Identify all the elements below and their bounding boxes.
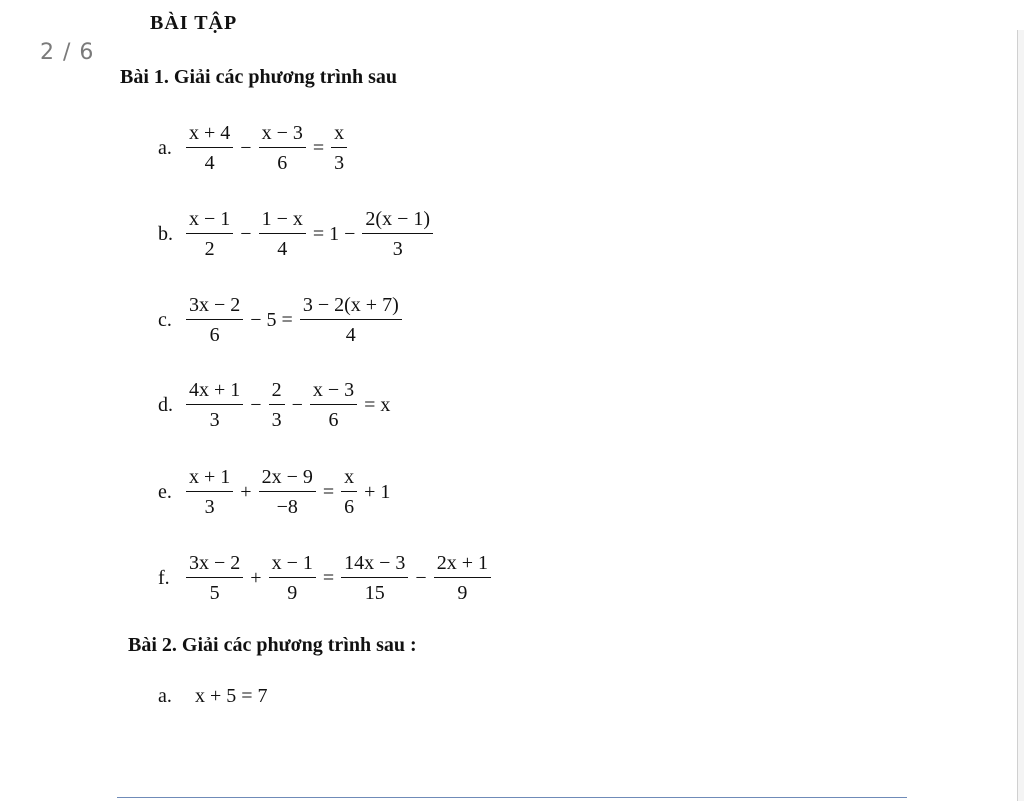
- exercise-label: a.: [158, 684, 172, 707]
- fraction: [259, 467, 316, 517]
- section-1-heading: Bài 1. Giải các phương trình sau: [120, 66, 398, 88]
- operator: −: [291, 393, 303, 416]
- denominator: 15: [341, 577, 408, 603]
- operator: + 1: [364, 480, 391, 503]
- page-counter: 2 / 6: [40, 40, 95, 65]
- exercise-label: c.: [158, 308, 172, 331]
- numerator: 2x + 1: [436, 552, 488, 574]
- denominator: 3: [331, 147, 347, 173]
- equation: [182, 209, 437, 259]
- exercise-1e: [158, 462, 393, 522]
- operator: = x: [364, 393, 391, 416]
- exercise-label: f.: [158, 566, 170, 589]
- denominator: 6: [310, 404, 357, 430]
- page-bottom-rule: [117, 797, 907, 798]
- fraction: [259, 209, 306, 259]
- numerator: x: [344, 466, 355, 488]
- exercise-label: a.: [158, 136, 172, 159]
- numerator: 3 − 2(x + 7): [302, 294, 399, 316]
- fraction: [331, 123, 347, 173]
- numerator: 14x − 3: [344, 552, 406, 574]
- operator: −: [250, 393, 262, 416]
- denominator: 6: [341, 491, 357, 517]
- fraction: [341, 553, 408, 603]
- numerator: x: [334, 122, 345, 144]
- operator: =: [322, 480, 335, 503]
- denominator: 6: [259, 147, 306, 173]
- fraction: [186, 467, 233, 517]
- denominator: 4: [186, 147, 233, 173]
- equation: [182, 123, 351, 173]
- denominator: 3: [186, 404, 243, 430]
- fraction: [259, 123, 306, 173]
- numerator: 2x − 9: [261, 466, 313, 488]
- fraction: [269, 380, 285, 430]
- operator: =: [322, 566, 335, 589]
- document-title: BÀI TẬP: [150, 12, 238, 34]
- exercise-label: d.: [158, 393, 173, 416]
- fraction: [434, 553, 491, 603]
- numerator: 3x − 2: [189, 294, 241, 316]
- section-2-heading: Bài 2. Giải các phương trình sau :: [128, 634, 417, 656]
- numerator: 3x − 2: [189, 552, 241, 574]
- scrollbar[interactable]: [1017, 30, 1024, 801]
- fraction: [186, 380, 243, 430]
- fraction: [186, 295, 243, 345]
- numerator: 2(x − 1): [365, 208, 431, 230]
- fraction: [269, 553, 316, 603]
- denominator: 9: [269, 577, 316, 603]
- exercise-label: e.: [158, 480, 172, 503]
- numerator: x − 3: [261, 122, 303, 144]
- exercise-1c: [158, 290, 406, 350]
- operator: − 5 =: [250, 308, 293, 331]
- denominator: 9: [434, 577, 491, 603]
- fraction: [300, 295, 402, 345]
- fraction: [186, 123, 233, 173]
- exercise-2a: [158, 666, 271, 726]
- exercise-1b: [158, 204, 437, 264]
- exercise-1f: [158, 548, 495, 608]
- operator: = 1 −: [312, 222, 356, 245]
- denominator: −8: [259, 491, 316, 517]
- operator: −: [415, 566, 427, 589]
- denominator: 4: [259, 233, 306, 259]
- exercise-1a: [158, 118, 351, 178]
- operator: =: [312, 136, 325, 159]
- fraction: [362, 209, 433, 259]
- fraction: [186, 553, 243, 603]
- denominator: 2: [186, 233, 233, 259]
- operator: x + 5 = 7: [195, 684, 268, 707]
- denominator: 6: [186, 319, 243, 345]
- numerator: 1 − x: [261, 208, 303, 230]
- fraction: [310, 380, 357, 430]
- numerator: x − 3: [312, 379, 355, 401]
- equation: [182, 553, 495, 603]
- denominator: 4: [300, 319, 402, 345]
- numerator: x − 1: [271, 552, 313, 574]
- equation: [192, 685, 271, 708]
- equation: [182, 295, 406, 345]
- fraction: [341, 467, 357, 517]
- numerator: x − 1: [189, 208, 231, 230]
- numerator: 4x + 1: [189, 379, 241, 401]
- exercise-1d: [158, 375, 393, 435]
- denominator: 3: [362, 233, 433, 259]
- numerator: x + 4: [189, 122, 231, 144]
- denominator: 3: [269, 404, 285, 430]
- fraction: [186, 209, 233, 259]
- denominator: 5: [186, 577, 243, 603]
- denominator: 3: [186, 491, 233, 517]
- operator: −: [240, 136, 252, 159]
- exercise-label: b.: [158, 222, 173, 245]
- equation: [182, 380, 393, 430]
- operator: +: [240, 480, 252, 503]
- numerator: 2: [271, 379, 282, 401]
- equation: [182, 467, 393, 517]
- operator: +: [250, 566, 262, 589]
- operator: −: [240, 222, 252, 245]
- numerator: x + 1: [189, 466, 231, 488]
